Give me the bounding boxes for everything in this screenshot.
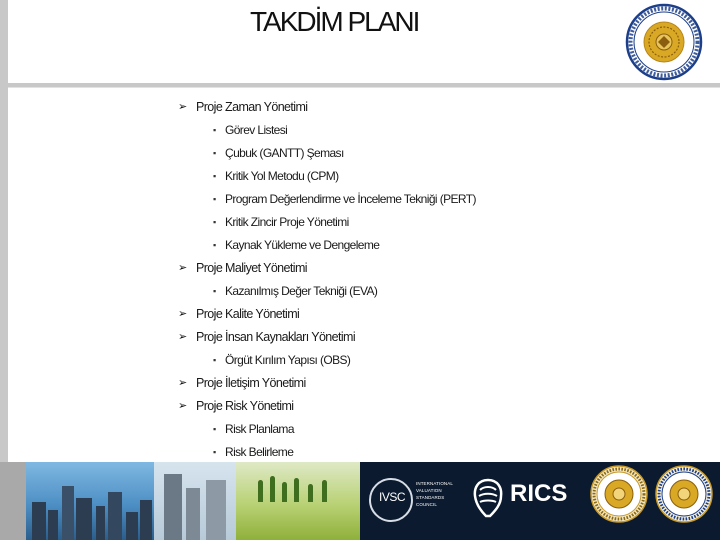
arrow-bullet-icon: ➢	[178, 101, 187, 113]
arrow-bullet-icon: ➢	[178, 262, 187, 274]
outline-text: Örgüt Kırılım Yapısı (OBS)	[225, 353, 351, 367]
outline-text: Program Değerlendirme ve İnceleme Tekniği (PERT)	[225, 192, 476, 206]
outline-text: Kazanılmış Değer Tekniği (EVA)	[225, 284, 378, 298]
outline-subtopic	[0, 418, 720, 441]
countryside-field-photo	[236, 462, 360, 540]
square-bullet-icon: ▪	[213, 217, 216, 227]
outline-subtopic	[0, 280, 720, 303]
footer-left-block	[0, 462, 26, 540]
outline-subtopic	[0, 165, 720, 188]
outline-topic	[0, 372, 720, 395]
outline-text: Risk Belirleme	[225, 445, 294, 459]
arrow-bullet-icon: ➢	[178, 400, 187, 412]
square-bullet-icon: ▪	[213, 125, 216, 135]
slide-title: TAKDİM PLANI	[250, 6, 419, 37]
outline-subtopic	[0, 234, 720, 257]
outline-text: Çubuk (GANTT) Şeması	[225, 146, 344, 160]
outline-topic	[0, 257, 720, 280]
office-towers-photo	[154, 462, 236, 540]
outline-text: Proje İnsan Kaynakları Yönetimi	[196, 330, 356, 344]
arrow-bullet-icon: ➢	[178, 308, 187, 320]
outline-subtopic	[0, 349, 720, 372]
outline-text: Kritik Yol Metodu (CPM)	[225, 169, 339, 183]
outline-text: Kaynak Yükleme ve Dengeleme	[225, 238, 380, 252]
outline-subtopic	[0, 119, 720, 142]
outline-text: Görev Listesi	[225, 123, 288, 137]
header-divider-shadow	[8, 87, 720, 88]
square-bullet-icon: ▪	[213, 194, 216, 204]
outline-subtopic	[0, 188, 720, 211]
outline-topic	[0, 326, 720, 349]
square-bullet-icon: ▪	[213, 148, 216, 158]
square-bullet-icon: ▪	[213, 286, 216, 296]
ivsc-logo-abbr: IVSC	[378, 490, 405, 504]
university-seal-icon	[625, 3, 703, 81]
outline-subtopic	[0, 211, 720, 234]
city-skyline-photo	[26, 462, 154, 540]
ivsc-logo-name: INTERNATIONAL VALUATION STANDARDS COUNCIL	[416, 481, 453, 507]
square-bullet-icon: ▪	[213, 355, 216, 365]
outline-topic	[0, 96, 720, 119]
agenda-outline	[0, 96, 720, 464]
arrow-bullet-icon: ➢	[178, 331, 187, 343]
rics-logo-text: RICS	[510, 480, 568, 507]
outline-topic	[0, 303, 720, 326]
outline-text: Proje Maliyet Yönetimi	[196, 261, 307, 275]
outline-text: Proje Risk Yönetimi	[196, 399, 294, 413]
outline-text: Proje Kalite Yönetimi	[196, 307, 300, 321]
rics-lion-icon	[470, 476, 506, 520]
outline-subtopic	[0, 142, 720, 165]
partner-seal-icon	[590, 465, 648, 523]
outline-text: Kritik Zincir Proje Yönetimi	[225, 215, 349, 229]
square-bullet-icon: ▪	[213, 171, 216, 181]
outline-text: Proje İletişim Yönetimi	[196, 376, 306, 390]
outline-subtopic	[0, 441, 720, 464]
square-bullet-icon: ▪	[213, 240, 216, 250]
university-seal-small-icon	[655, 465, 713, 523]
arrow-bullet-icon: ➢	[178, 377, 187, 389]
outline-text: Proje Zaman Yönetimi	[196, 100, 308, 114]
square-bullet-icon: ▪	[213, 447, 216, 457]
outline-text: Risk Planlama	[225, 422, 294, 436]
outline-topic	[0, 395, 720, 418]
square-bullet-icon: ▪	[213, 424, 216, 434]
